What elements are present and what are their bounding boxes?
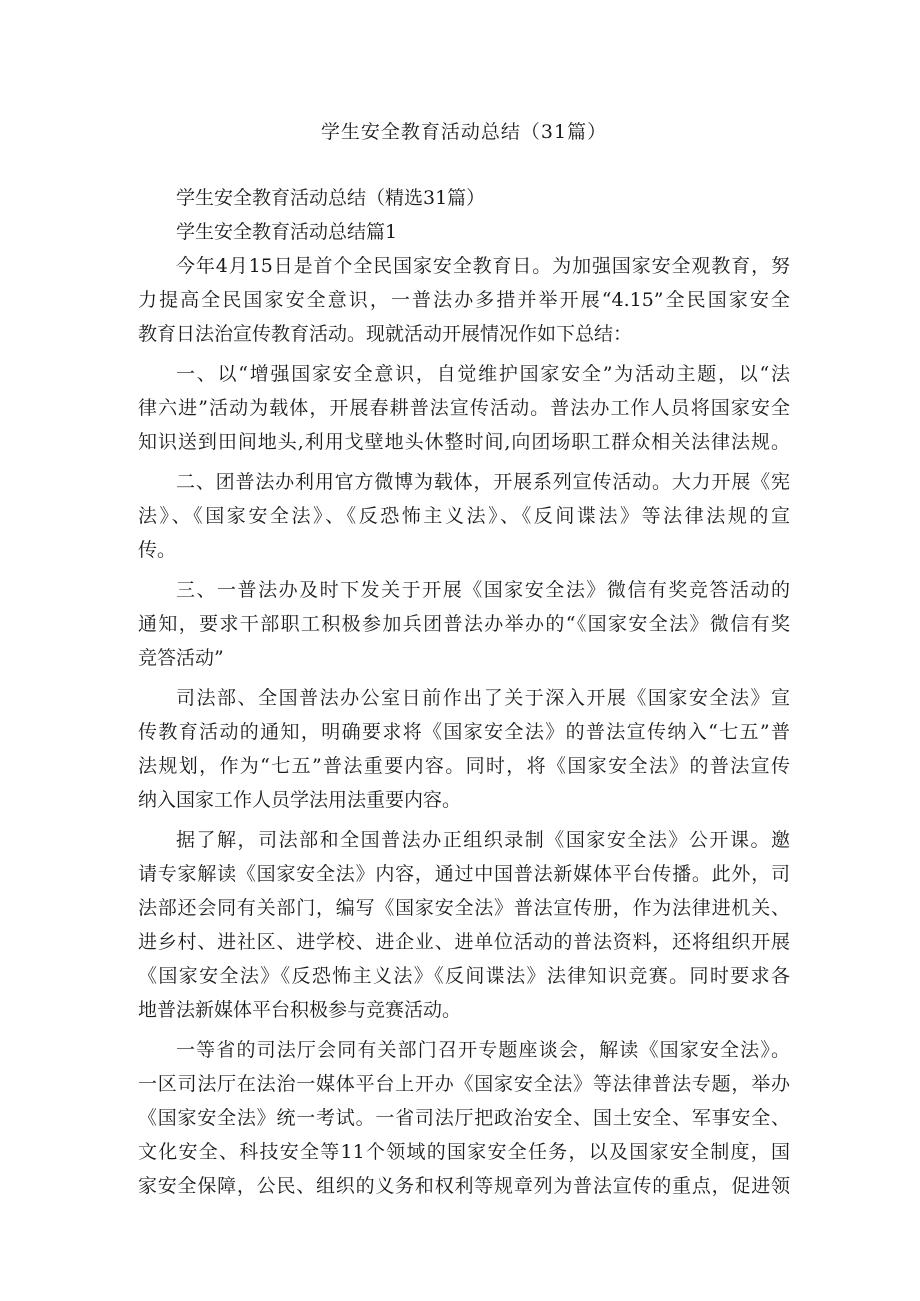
paragraph [138, 465, 790, 567]
paragraph-line: 学生安全教育活动总结篇1 [176, 221, 398, 243]
paragraph [138, 681, 790, 817]
paragraph-line: 进乡村、进社区、进学校、进企业、进单位活动的普法资料，还将组织开展 [138, 931, 790, 953]
paragraph-line: 文化安全、科技安全等11个领域的国家安全任务，以及国家安全制度，国 [138, 1141, 790, 1163]
paragraph-line: 纳入国家工作人员学法用法重要内容。 [138, 789, 462, 811]
paragraph-line: 一区司法厅在法治一媒体平台上开办《国家安全法》等法律普法专题，举办 [138, 1073, 790, 1095]
paragraph-line: 学生安全教育活动总结（精选31篇） [176, 187, 486, 209]
paragraph-line: 三、一普法办及时下发关于开展《国家安全法》微信有奖竞答活动的 [176, 579, 790, 601]
paragraph-line: 通知，要求干部职工积极参加兵团普法办举办的“《国家安全法》微信有奖 [138, 613, 790, 635]
paragraph [138, 823, 790, 1027]
paragraph-line: 传教育活动的通知，明确要求将《国家安全法》的普法宣传纳入“七五”普 [138, 721, 790, 743]
paragraph-line: 教育日法治宣传教育活动。现就活动开展情况作如下总结： [138, 323, 633, 345]
paragraph-line: 今年4月15日是首个全民国家安全教育日。为加强国家安全观教育，努 [176, 255, 790, 277]
paragraph-line: 《国家安全法》《反恐怖主义法》《反间谍法》法律知识竞赛。同时要求各 [138, 965, 790, 987]
paragraph [138, 249, 790, 351]
paragraph [138, 215, 790, 249]
paragraph-line: 《国家安全法》统一考试。一省司法厅把政治安全、国土安全、军事安全、 [138, 1107, 790, 1129]
paragraph-line: 一、以“增强国家安全意识，自觉维护国家安全”为活动主题，以“法 [176, 363, 790, 385]
paragraph [138, 181, 790, 215]
paragraph-line: 司法部、全国普法办公室日前作出了关于深入开展《国家安全法》宣 [176, 687, 790, 709]
paragraph-line: 二、团普法办利用官方微博为载体，开展系列宣传活动。大力开展《宪 [176, 471, 790, 493]
paragraph-line: 力提高全民国家安全意识，一普法办多措并举开展“4.15”全民国家安全 [138, 289, 790, 311]
paragraph-line: 请专家解读《国家安全法》内容，通过中国普法新媒体平台传播。此外，司 [138, 863, 790, 885]
document-title: 学生安全教育活动总结（31篇） [320, 121, 608, 143]
paragraph-line: 法部还会同有关部门，编写《国家安全法》普法宣传册，作为法律进机关、 [138, 897, 790, 919]
paragraph-line: 法规划，作为“七五”普法重要内容。同时，将《国家安全法》的普法宣传 [138, 755, 790, 777]
paragraph-line: 知识送到田间地头,利用戈壁地头休整时间,向团场职工群众相关法律法规。 [138, 431, 790, 453]
paragraph-line: 传。 [138, 539, 177, 561]
paragraph-line: 法》、《国家安全法》、《反恐怖主义法》、《反间谍法》等法律法规的宣 [138, 505, 790, 527]
paragraph-line: 地普法新媒体平台积极参与竞赛活动。 [138, 999, 462, 1021]
paragraph-line: 律六进”活动为载体，开展春耕普法宣传活动。普法办工作人员将国家安全 [138, 397, 790, 419]
paragraph-line: 家安全保障，公民、组织的义务和权利等规章列为普法宣传的重点，促进领 [138, 1175, 790, 1197]
paragraph-line: 一等省的司法厅会同有关部门召开专题座谈会，解读《国家安全法》。 [176, 1039, 790, 1061]
paragraph [138, 1033, 790, 1203]
paragraph [138, 357, 790, 459]
paragraph-line: 竞答活动” [138, 647, 224, 669]
paragraph-line: 据了解，司法部和全国普法办正组织录制《国家安全法》公开课。邀 [176, 829, 790, 851]
document-body [138, 181, 790, 1203]
paragraph [138, 573, 790, 675]
